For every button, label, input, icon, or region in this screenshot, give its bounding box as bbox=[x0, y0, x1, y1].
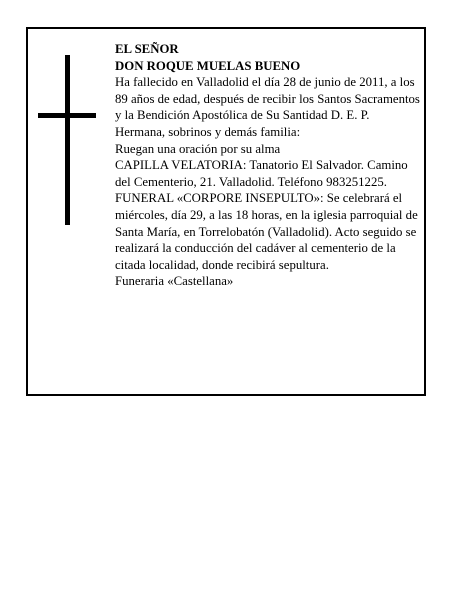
prayer-request: Ruegan una oración por su alma bbox=[115, 141, 281, 156]
family-line: Hermana, sobrinos y demás familia: bbox=[115, 124, 301, 139]
death-statement: Ha fallecido en Valladolid el día 28 de junio de 2011, a los 89 años de edad, después de recibir los Santos Sacramentos y la Bendición Apostólica de Su Santidad D. E. P. bbox=[115, 75, 420, 123]
cross-horizontal-bar bbox=[38, 113, 96, 118]
chapel-info: CAPILLA VELATORIA: Tanatorio El Salvador. Camino del Cementerio, 21. Valladolid. Teléfono 983251225. bbox=[115, 158, 408, 189]
funeral-home: Funeraria «Castellana» bbox=[115, 274, 234, 289]
obituary-notice bbox=[26, 27, 426, 396]
notice-text bbox=[115, 41, 425, 290]
funeral-info: FUNERAL «CORPORE INSEPULTO»: Se celebrará el miércoles, día 29, a las 18 horas, en la iglesia parroquial de Santa María, en Torrelobatón (Valladolid). Acto seguido se realizará la conducción del cadáver al cementerio de la citada localidad, donde recibirá sepultura. bbox=[115, 191, 418, 272]
deceased-name: DON ROQUE MUELAS BUENO bbox=[115, 58, 301, 73]
cross-icon bbox=[38, 55, 96, 225]
cross-vertical-bar bbox=[65, 55, 70, 225]
heading-title: EL SEÑOR bbox=[115, 42, 179, 56]
